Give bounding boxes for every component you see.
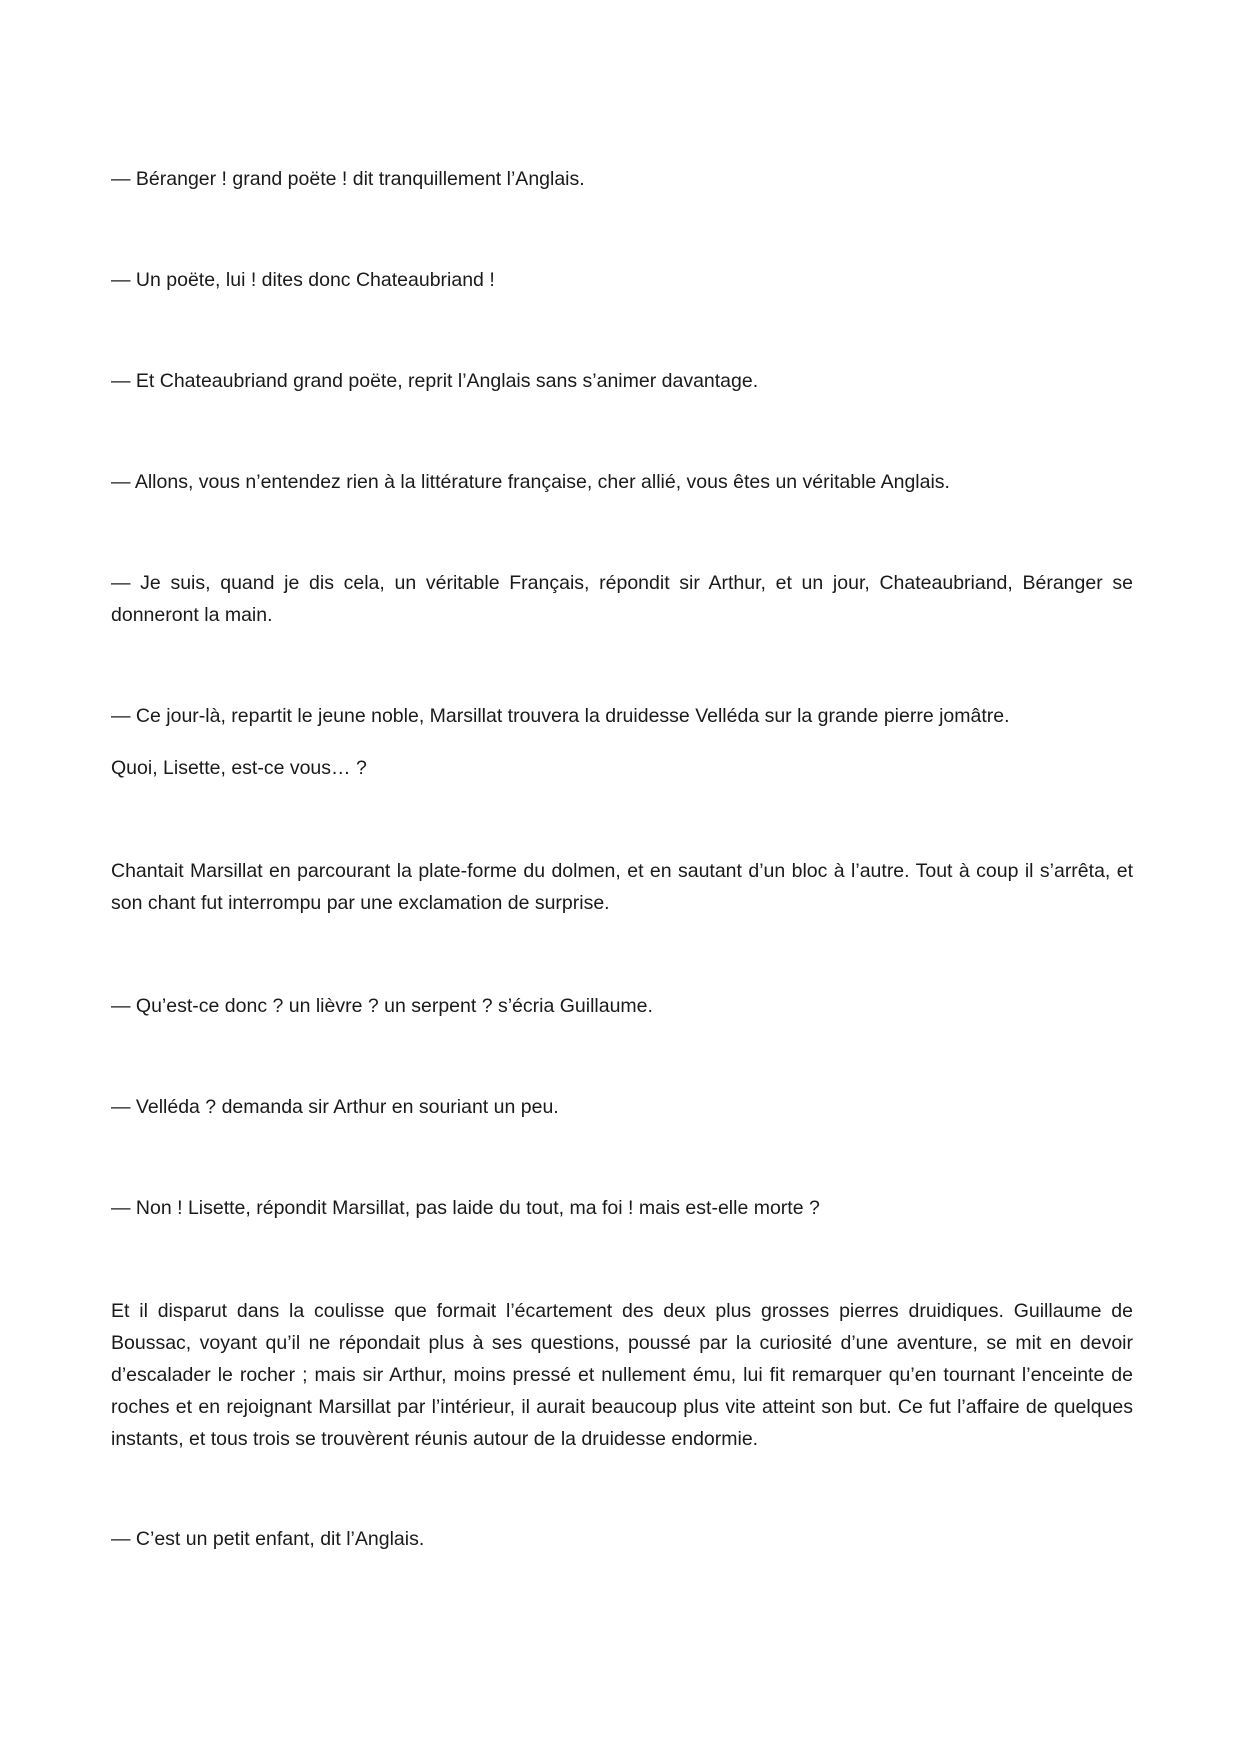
paragraph-12: Et il disparut dans la coulisse que formait l’écartement des deux plus grosses pierres druidiques. Guillaume de Boussac, voyant qu’il ne répondait plus à ses questions, poussé par la curiosité d’une aventure, se mit en devoir d’escalader le rocher ; mais sir Arthur, moins pressé et nullement ému, lui fit remarquer qu’en tournant l’enceinte de roches et en rejoignant Marsillat par l’intérieur, il aurait beaucoup plus vite atteint son but. Ce fut l’affaire de quelques instants, et tous trois se trouvèrent réunis autour de la druidesse endormie. <box>111 1300 1133 1450</box>
paragraph-13: — C’est un petit enfant, dit l’Anglais. <box>111 1528 425 1550</box>
paragraph-2: — Un poëte, lui ! dites donc Chateaubriand ! <box>111 269 495 291</box>
paragraph-11: — Non ! Lisette, répondit Marsillat, pas laide du tout, ma foi ! mais est-elle morte ? <box>111 1197 820 1219</box>
paragraph-8: Chantait Marsillat en parcourant la plate-forme du dolmen, et en sautant d’un bloc à l’autre. Tout à coup il s’arrêta, et son chant fut interrompu par une exclamation de surprise. <box>111 860 1133 914</box>
paragraph-7: Quoi, Lisette, est-ce vous… ? <box>111 757 367 779</box>
paragraph-5: — Je suis, quand je dis cela, un véritable Français, répondit sir Arthur, et un jour, Chateaubriand, Béranger se donneront la main. <box>111 572 1133 626</box>
paragraph-10: — Velléda ? demanda sir Arthur en souriant un peu. <box>111 1096 559 1118</box>
paragraph-4: — Allons, vous n’entendez rien à la littérature française, cher allié, vous êtes un véritable Anglais. <box>111 471 950 493</box>
paragraph-9: — Qu’est-ce donc ? un lièvre ? un serpent ? s’écria Guillaume. <box>111 995 653 1017</box>
paragraph-6: — Ce jour-là, repartit le jeune noble, Marsillat trouvera la druidesse Velléda sur la grande pierre jomâtre. <box>111 705 1010 727</box>
paragraph-1: — Béranger ! grand poëte ! dit tranquillement l’Anglais. <box>111 168 585 190</box>
paragraph-3: — Et Chateaubriand grand poëte, reprit l’Anglais sans s’animer davantage. <box>111 370 759 392</box>
